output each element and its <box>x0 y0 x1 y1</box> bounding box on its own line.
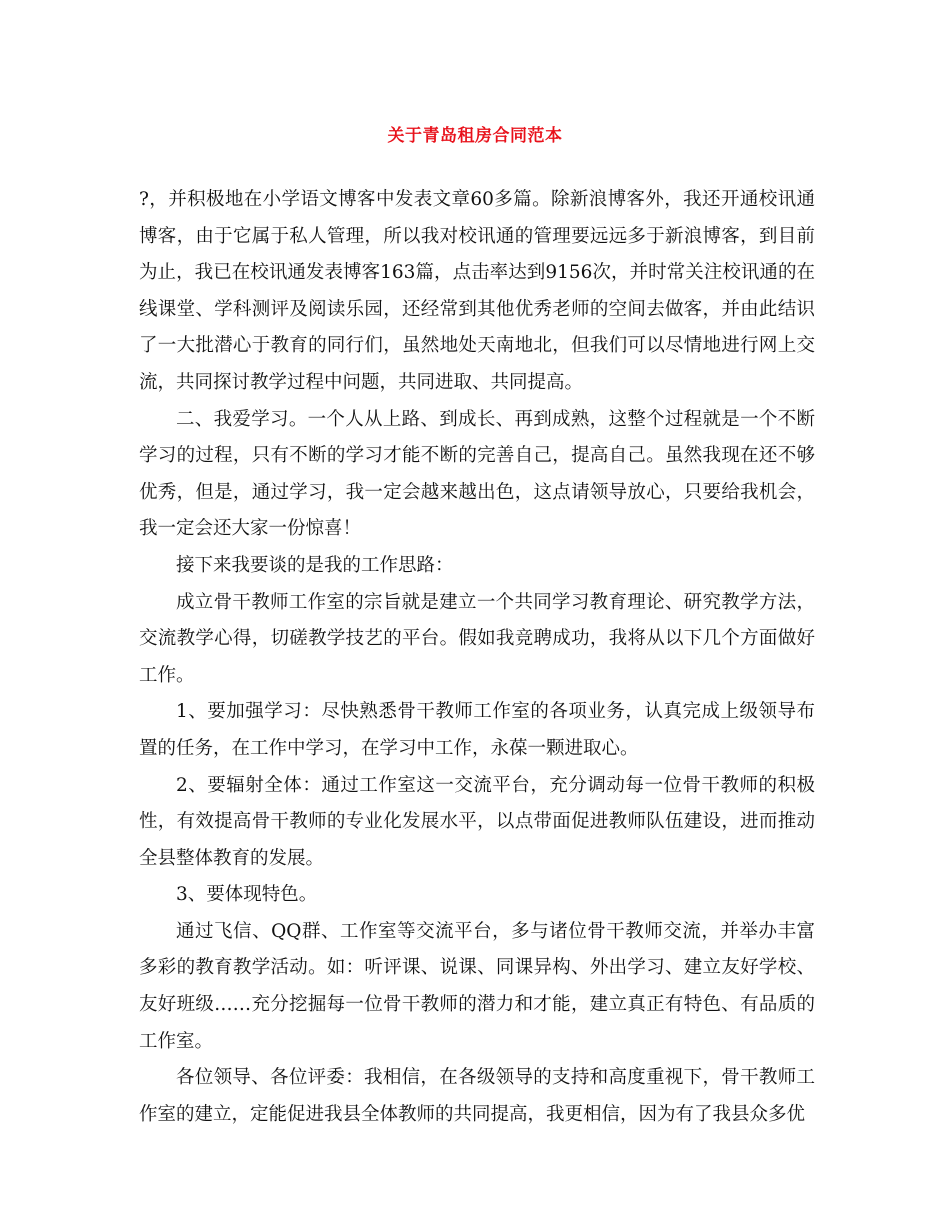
paragraph-exchange-platforms: 通过飞信、QQ群、工作室等交流平台，多与诸位骨干教师交流，并举办丰富多彩的教育教学活动。如：听评课、说课、同课异构、外出学习、建立友好学校、友好班级……充分挖掘每一位骨干教师的潜力和才能，建立真正有特色、有品质的工作室。 <box>139 920 815 1052</box>
paragraph-closing: 各位领导、各位评委：我相信，在各级领导的支持和高度重视下，骨干教师工作室的建立，定能促进我县全体教师的共同提高，我更相信，因为有了我县众多优 <box>139 1067 815 1125</box>
paragraph-point-1: 1、要加强学习：尽快熟悉骨干教师工作室的各项业务，认真完成上级领导布置的任务，在工作中学习，在学习中工作，永葆一颗进取心。 <box>139 701 815 759</box>
paragraph-point-3: 3、要体现特色。 <box>176 884 318 906</box>
paragraph-love-learning: 二、我爱学习。一个人从上路、到成长、再到成熟，这整个过程就是一个不断学习的过程，只有不断的学习才能不断的完善自己，提高自己。虽然我现在还不够优秀，但是，通过学习，我一定会越来越出色，这点请领导放心，只要给我机会，我一定会还大家一份惊喜！ <box>139 408 815 540</box>
document-body <box>139 182 815 1133</box>
paragraph-work-ideas-intro: 接下来我要谈的是我的工作思路： <box>176 554 454 576</box>
document-title: 关于青岛租房合同范本 <box>387 126 563 146</box>
paragraph-studio-purpose: 成立骨干教师工作室的宗旨就是建立一个共同学习教育理论、研究教学方法，交流教学心得，切磋教学技艺的平台。假如我竞聘成功，我将从以下几个方面做好工作。 <box>139 591 815 686</box>
paragraph-blog-activity: ?，并积极地在小学语文博客中发表文章60多篇。除新浪博客外，我还开通校讯通博客，由于它属于私人管理，所以我对校讯通的管理要远远多于新浪博客，到目前为止，我已在校讯通发表博客163篇，点击率达到9156次，并时常关注校讯通的在线课堂、学科测评及阅读乐园，还经常到其他优秀老师的空间去做客，并由此结识了一大批潜心于教育的同行们，虽然地处天南地北，但我们可以尽情地进行网上交流，共同探讨教学过程中问题，共同进取、共同提高。 <box>139 189 815 393</box>
paragraph-point-2: 2、要辐射全体：通过工作室这一交流平台，充分调动每一位骨干教师的积极性，有效提高骨干教师的专业化发展水平，以点带面促进教师队伍建设，进而推动全县整体教育的发展。 <box>139 774 815 869</box>
